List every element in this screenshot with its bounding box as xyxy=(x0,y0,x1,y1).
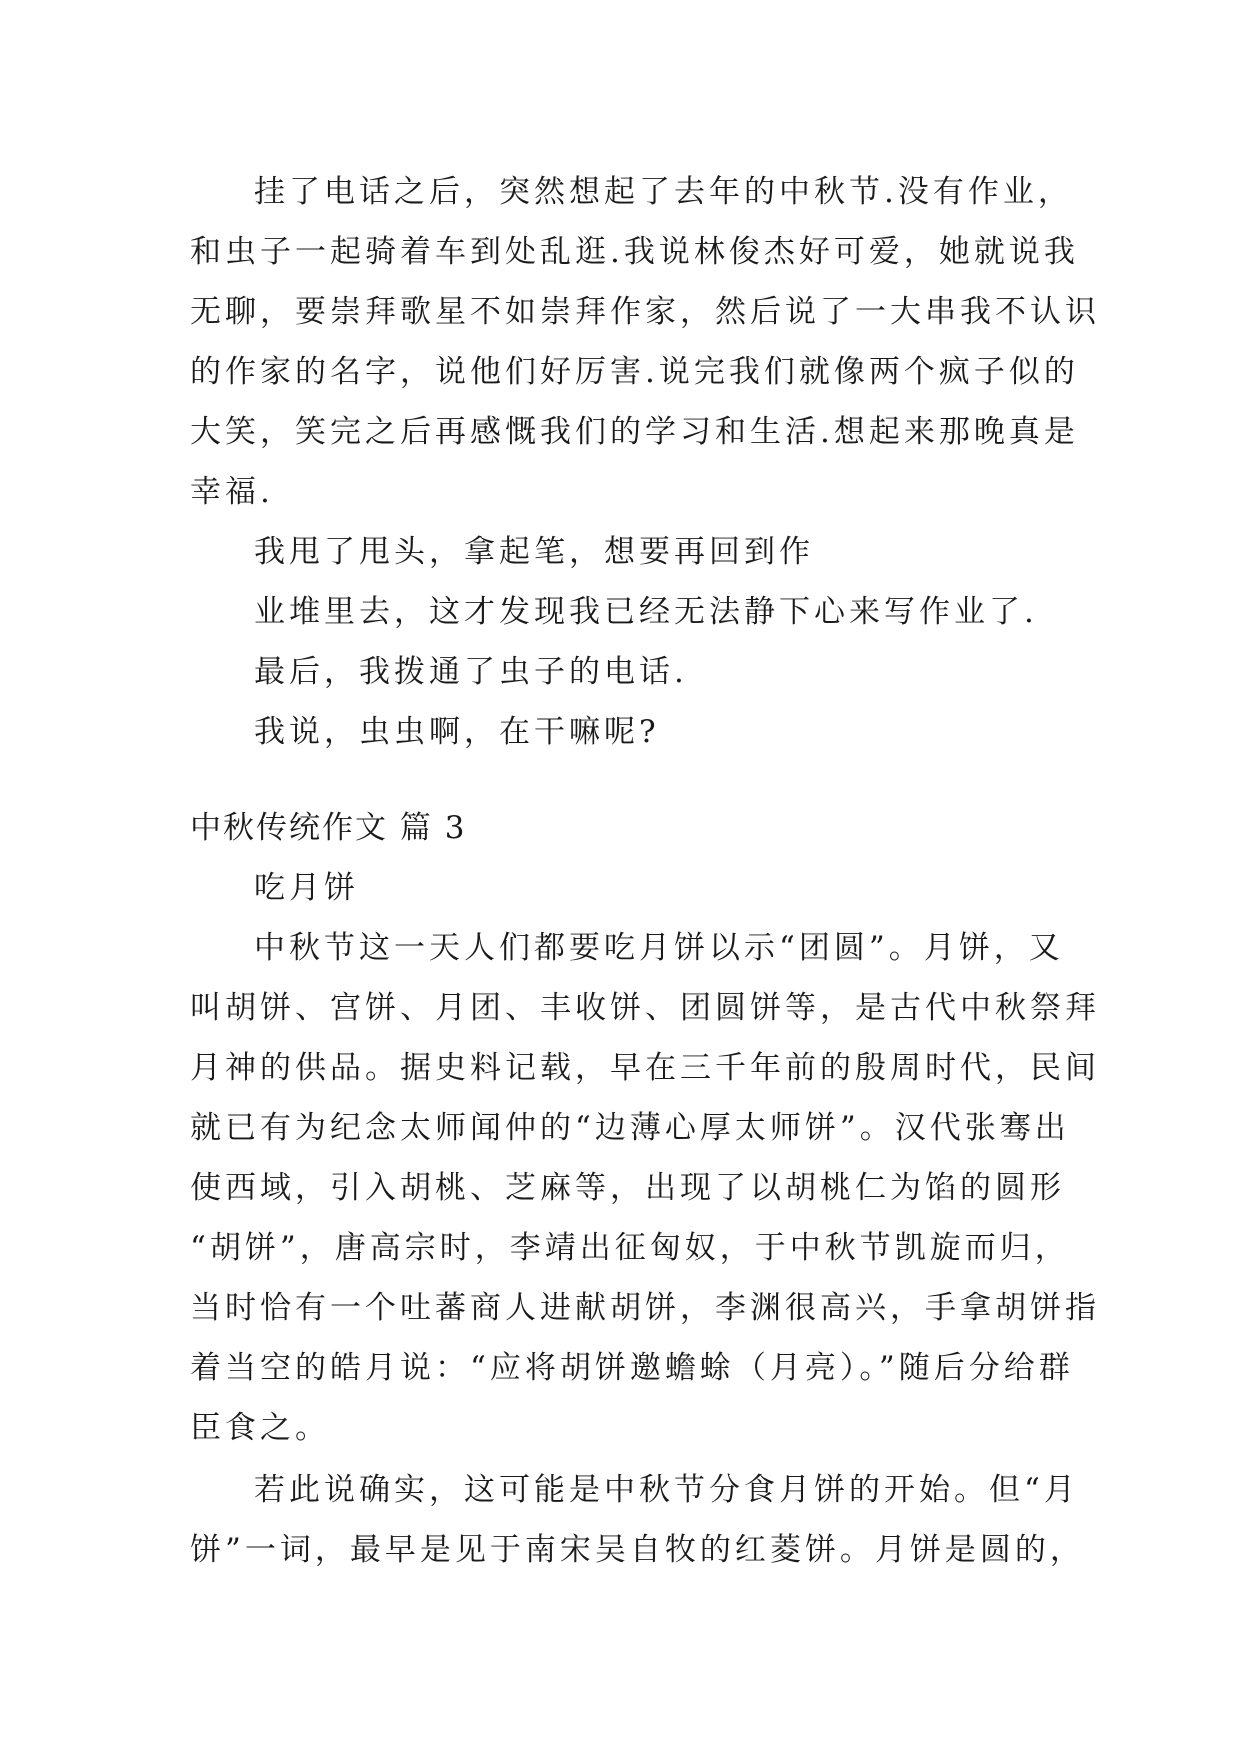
text-line: 使西域，引入胡桃、芝麻等，出现了以胡桃仁为馅的圆形 xyxy=(190,1170,1065,1206)
text-line: 就已有为纪念太师闻仲的“边薄心厚太师饼”。汉代张骞出 xyxy=(190,1110,1070,1146)
text-line: 幸福. xyxy=(190,474,274,510)
text-line: 月神的供品。据史料记载，早在三千年前的殷周时代，民间 xyxy=(190,1050,1100,1086)
text-line: 若此说确实，这可能是中秋节分食月饼的开始。但“月 xyxy=(254,1472,1079,1508)
text-line: 着当空的皓月说：“应将胡饼邀蟾蜍（月亮）。”随后分给群 xyxy=(190,1350,1074,1386)
text-line: 业堆里去，这才发现我已经无法静下心来写作业了. xyxy=(254,594,1038,630)
text-line: 挂了电话之后，突然想起了去年的中秋节.没有作业， xyxy=(254,174,1073,210)
text-line: 我说，虫虫啊，在干嘛呢? xyxy=(254,714,660,750)
text-line: 和虫子一起骑着车到处乱逛.我说林俊杰好可爱，她就说我 xyxy=(190,234,1079,270)
text-line: 我甩了甩头，拿起笔，想要再回到作 xyxy=(254,534,814,570)
section-heading: 中秋传统作文 篇 3 xyxy=(190,810,467,846)
text-line: 大笑，笑完之后再感慨我们的学习和生活.想起来那晚真是 xyxy=(190,414,1079,450)
text-line: 臣食之。 xyxy=(190,1410,330,1446)
text-line: 的作家的名字，说他们好厉害.说完我们就像两个疯子似的 xyxy=(190,354,1079,390)
text-line: “胡饼”，唐高宗时，李靖出征匈奴，于中秋节凯旋而归， xyxy=(190,1230,1070,1266)
text-line: 中秋节这一天人们都要吃月饼以示“团圆”。月饼，又 xyxy=(254,930,1064,966)
text-line: 叫胡饼、宫饼、月团、丰收饼、团圆饼等，是古代中秋祭拜 xyxy=(190,990,1100,1026)
text-line: 最后，我拨通了虫子的电话. xyxy=(254,654,688,690)
subheading: 吃月饼 xyxy=(254,870,359,906)
text-line: 饼”一词，最早是见于南宋吴自牧的红菱饼。月饼是圆的， xyxy=(190,1532,1085,1568)
text-line: 无聊，要崇拜歌星不如崇拜作家，然后说了一大串我不认识 xyxy=(190,294,1100,330)
text-line: 当时恰有一个吐蕃商人进献胡饼，李渊很高兴，手拿胡饼指 xyxy=(190,1290,1100,1326)
